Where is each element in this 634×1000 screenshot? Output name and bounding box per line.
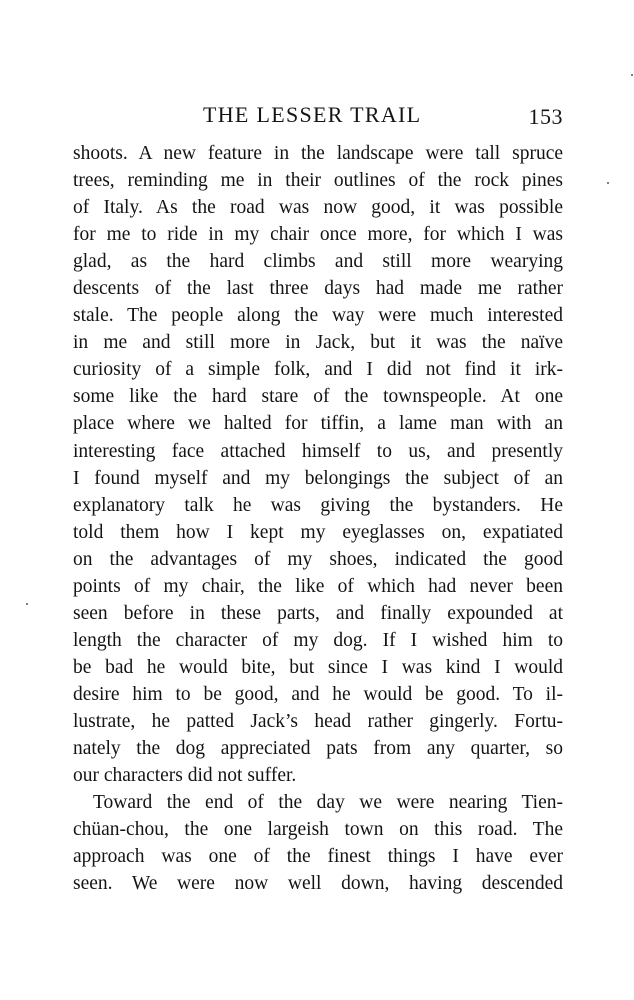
text-line: length the character of my dog. If I wished him to — [73, 629, 563, 651]
text-line: place where we halted for tiffin, a lame man with an — [73, 413, 563, 435]
text-line: descents of the last three days had made me rather — [73, 278, 563, 300]
text-line: lustrate, he patted Jack’s head rather gingerly. Fortu- — [73, 710, 563, 732]
text-line: in me and still more in Jack, but it was the naïve — [73, 332, 563, 354]
paragraph-2 — [73, 789, 563, 897]
text-line: our characters did not suffer. — [73, 765, 297, 787]
text-line: Toward the end of the day we were nearing Tien- — [93, 792, 563, 814]
page-number: 153 — [528, 104, 563, 129]
text-line: explanatory talk he was giving the bystanders. He — [73, 494, 563, 516]
text-line: trees, reminding me in their outlines of the rock pines — [73, 170, 563, 192]
running-head — [73, 100, 563, 130]
scan-speck — [607, 182, 609, 184]
text-line: desire him to be good, and he would be good. To il- — [73, 683, 563, 705]
text-line: approach was one of the finest things I have ever — [73, 846, 563, 868]
text-line: stale. The people along the way were much interested — [73, 305, 563, 327]
text-line: shoots. A new feature in the landscape were tall spruce — [73, 143, 563, 164]
text-line: chüan-chou, the one largeish town on this road. The — [73, 819, 563, 841]
scan-speck — [26, 603, 28, 605]
text-line: be bad he would bite, but since I was kind I would — [73, 656, 563, 678]
text-line: for me to ride in my chair once more, for which I was — [73, 224, 563, 246]
text-line: points of my chair, the like of which had never been — [73, 575, 563, 597]
text-line: seen. We were now well down, having descended — [73, 873, 563, 895]
text-line: on the advantages of my shoes, indicated the good — [73, 548, 563, 570]
paragraph-1 — [73, 140, 563, 789]
text-line: seen before in these parts, and finally expounded at — [73, 602, 563, 624]
running-title: THE LESSER TRAIL — [203, 102, 422, 127]
text-line: interesting face attached himself to us, and presently — [73, 440, 563, 462]
text-line: I found myself and my belongings the subject of an — [73, 467, 563, 489]
scan-speck — [631, 74, 633, 76]
text-line: told them how I kept my eyeglasses on, expatiated — [73, 521, 563, 543]
text-line: of Italy. As the road was now good, it was possible — [73, 197, 563, 219]
text-line: nately the dog appreciated pats from any quarter, so — [73, 738, 563, 760]
text-line: some like the hard stare of the townspeople. At one — [73, 386, 563, 408]
body-text — [73, 140, 563, 897]
text-line: curiosity of a simple folk, and I did not find it irk- — [73, 359, 563, 381]
text-line: glad, as the hard climbs and still more wearying — [73, 251, 563, 273]
